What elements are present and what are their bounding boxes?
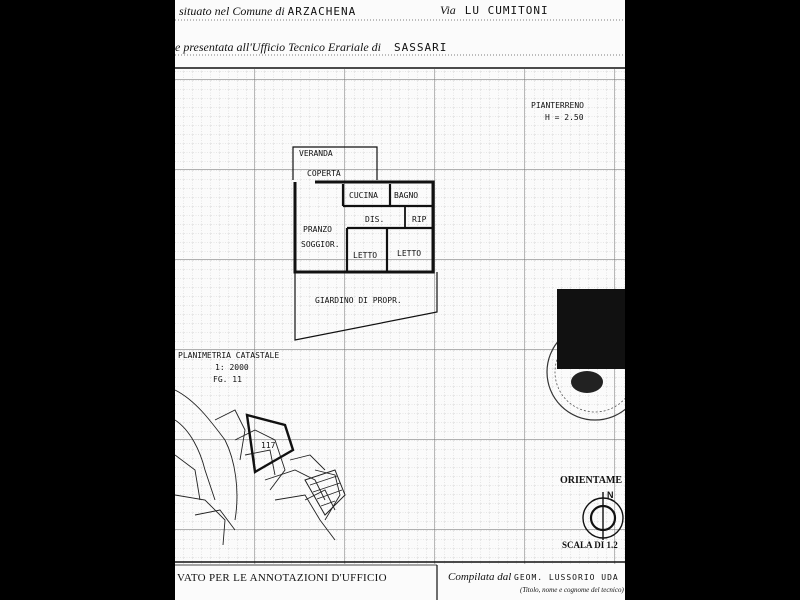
floor-height: H = 2.50 bbox=[545, 113, 584, 122]
footer-compiled-line bbox=[448, 571, 619, 583]
ufficio-prefix: e presentata all'Ufficio Tecnico Erariale di bbox=[175, 40, 381, 54]
label-letto-2: LETTO bbox=[397, 249, 422, 258]
cadastral-title: PLANIMETRIA CATASTALE bbox=[178, 351, 280, 360]
comune-prefix: situato nel Comune di bbox=[179, 4, 285, 18]
label-letto-1: LETTO bbox=[353, 251, 378, 260]
scale-label: SCALA DI 1.2 bbox=[562, 540, 618, 550]
via-prefix: Via bbox=[440, 3, 456, 17]
footer-reserved-label: VATO PER LE ANNOTAZIONI D'UFFICIO bbox=[177, 572, 387, 584]
compiled-prefix: Compilata dal bbox=[448, 571, 512, 583]
compass-north-label: N bbox=[607, 490, 614, 500]
label-cucina: CUCINA bbox=[349, 191, 378, 200]
compiled-note: (Titolo, nome e cognome del tecnico) bbox=[520, 586, 624, 594]
via-value: LU CUMITONI bbox=[464, 4, 549, 17]
floor-level: PIANTERRENO bbox=[531, 101, 584, 110]
label-rip: RIP bbox=[412, 215, 427, 224]
label-coperta: COPERTA bbox=[307, 169, 341, 178]
stamp-ink-blot bbox=[571, 371, 603, 393]
cadastral-sheet: FG. 11 bbox=[213, 375, 242, 384]
label-bagno: BAGNO bbox=[394, 191, 419, 200]
label-soggiorno: SOGGIOR. bbox=[301, 240, 340, 249]
label-dis: DIS. bbox=[365, 215, 385, 224]
label-veranda: VERANDA bbox=[299, 149, 333, 158]
label-pranzo: PRANZO bbox=[303, 225, 332, 234]
compiled-value: GEOM. LUSSORIO UDA bbox=[514, 573, 619, 582]
orientation-label: ORIENTAME bbox=[560, 475, 623, 486]
redaction-block bbox=[557, 289, 625, 369]
label-giardino: GIARDINO DI PROPR. bbox=[315, 296, 402, 305]
cadastral-sheet bbox=[175, 0, 625, 600]
ufficio-value: SASSARI bbox=[394, 41, 448, 54]
cadastral-scale: 1: 2000 bbox=[215, 363, 249, 372]
comune-value: ARZACHENA bbox=[287, 5, 357, 18]
parcel-number: 117 bbox=[261, 441, 276, 450]
drawing-canvas bbox=[175, 0, 625, 600]
